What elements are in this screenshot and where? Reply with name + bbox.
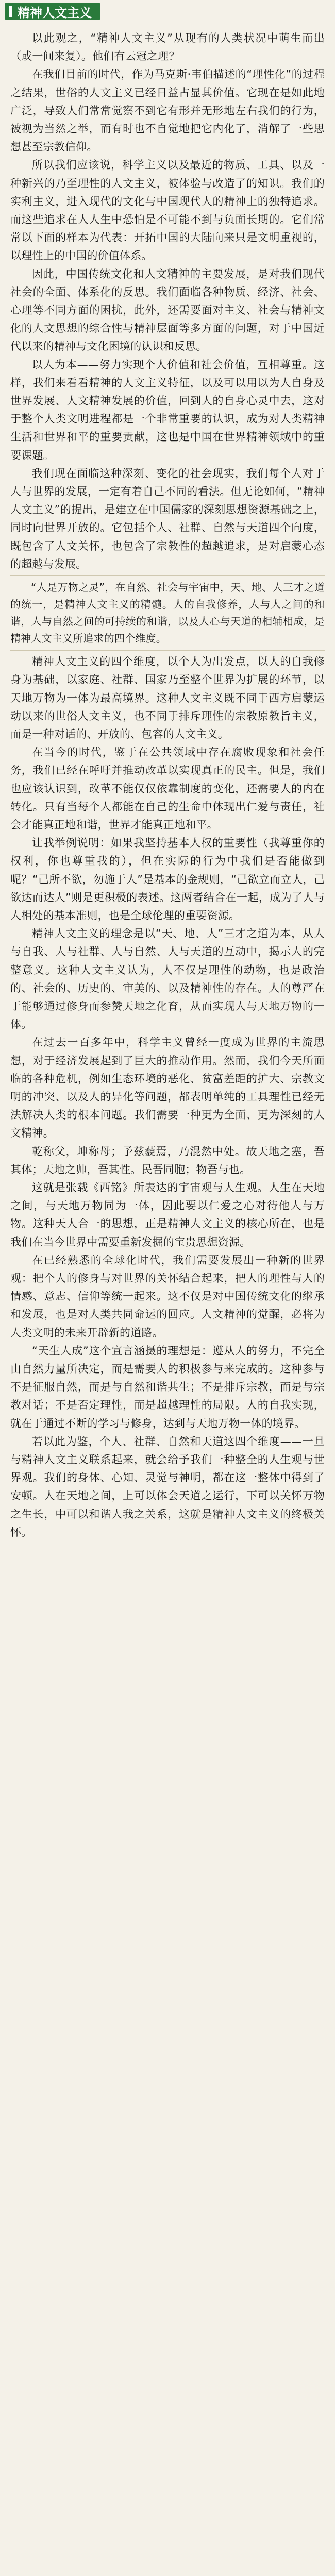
quote-paragraph: “人是万物之灵”，在自然、社会与宇宙中，天、地、人三才之道的统一，是精神人文主义的精髓。人的自我修养，人与人之间的和谐，人与自然之间的可持续的和谐，以及人心与天道的相辅相成，是精神人文主义所追求的四个维度。 <box>10 581 325 645</box>
paragraph: 若以此为鉴，个人、社群、自然和天道这四个维度——一旦与精神人文主义联系起来，就会给予我们一种整全的人生观与世界观。我们的身体、心知、灵觉与神明，都在这一整体中得到了安顿。人在天地之间，上可以体会天道之运行，下可以关怀万物之生长，中可以和谐人我之关系，这就是精神人文主义的终极关怀。 <box>10 1435 325 1538</box>
paragraph: 在当今的时代，鉴于在公共领域中存在腐败现象和社会任务，我们已经在呼吁并推动改革以实现真正的民主。但是，我们也应该认识到，改革不能仅仅依靠制度的变化，还需要人的内在转化。只有当每个人都能在自己的生命中体现出仁爱与责任，社会才能真正地和谐，世界才能真正地和平。 <box>10 746 325 831</box>
paragraph: 以人为本——努力实现个人价值和社会价值，互相尊重。这样，我们来看看精神的人文主义特征，以及可以用以为人自身及世界发展、人文精神发展的价值，回到人的自身心灵中去，这对于整个人类文明进程都是一个非常重要的认识，成为对人类精神生活和世界和平的重要贡献，这也是中国在世界精神领域中的重要课题。 <box>10 358 325 462</box>
paragraph: 在我们目前的时代，作为马克斯·韦伯描述的“理性化”的过程之结果，世俗的人文主义已经日益占显其价值。它现在是如此地广泛，导致人们常常觉察不到它有形并无形地左右我们的行为，被视为当然之举，而有时也不自觉地把它内化了，消解了一些思想甚至宗教信仰。 <box>10 68 325 154</box>
paragraph: 以此观之，“精神人文主义”从现有的人类状况中萌生而出（或一间来复）。他们有云冠之理？ <box>10 32 325 63</box>
paragraph: 在已经熟悉的全球化时代，我们需要发展出一种新的世界观：把个人的修身与对世界的关怀结合起来，把人的理性与人的情感、意志、信仰等统一起来。这不仅是对中国传统文化的继承和发展，也是对人类共同命运的回应。人文精神的觉醒，必将为人类文明的未来开辟新的道路。 <box>10 1253 325 1339</box>
section-tab <box>5 3 100 20</box>
paragraph: 在过去一百多年中，科学主义曾经一度成为世界的主流思想，对于经济发展起到了巨大的推动作用。然而，我们今天所面临的各种危机，例如生态环境的恶化、贫富差距的扩大、宗教文明的冲突、以及人的异化等问题，都表明单纯的工具理性已经无法解决人类的根本问题。我们需要一种更为全面、更为深刻的人文精神。 <box>10 1036 325 1140</box>
paragraph: 所以我们应该说，科学主义以及最近的物质、工具、以及一种新兴的乃至理性的人文主义，被体验与改造了的知识。我们的实利主义，进入现代的文化与中国现代人的精神上的独特追求。而这些追求在人人生中恐怕是不可能不到与负面长期的。它们常常以下面的样本为代表：开拓中国的大陆向来只是文明重视的，以理性上的中国的价值体系。 <box>10 159 325 262</box>
article-body <box>0 23 335 2576</box>
classical-quote: 乾称父，坤称母；予兹藐焉，乃混然中处。故天地之塞，吾其体；天地之帅，吾其性。民吾同胞；物吾与也。 <box>10 1145 325 1176</box>
quote-block <box>10 575 325 651</box>
paragraph: 因此，中国传统文化和人文精神的主要发展，是对我们现代社会的全面、体系化的反思。我们面临各种物质、经济、社会、心理等不同方面的困扰，此外，还需要面对主义、社会与精神文化的人文思想的综合性与精神层面等多方面的问题，对于中国近代以来的精神与文化困境的认识和反思。 <box>10 267 325 353</box>
section-marker-icon <box>9 6 12 17</box>
paragraph: 我们现在面临这种深刻、变化的社会现实，我们每个人对于人与世界的发展，一定有着自己不同的看法。但无论如何，“精神人文主义”的提出，是建立在中国儒家的深刻思想资源基础之上，同时向世界开放的。它包括个人、社群、自然与天道四个向度，既包含了人文关怀，也包含了宗教性的超越追求，是对启蒙心态的超越与发展。 <box>10 467 325 570</box>
paragraph: 这就是张载《西铭》所表达的宇宙观与人生观。人生在天地之间，与天地万物同为一体，因此要以仁爱之心对待他人与万物。这种天人合一的思想，正是精神人文主义的核心所在，也是我们在当今世界中需要重新发掘的宝贵思想资源。 <box>10 1181 325 1248</box>
section-title: 精神人文主义 <box>18 5 92 20</box>
paragraph: 精神人文主义的理念是以“天、地、人”三才之道为本，从人与自我、人与社群、人与自然、人与天道的互动中，揭示人的完整意义。这种人文主义认为，人不仅是理性的动物，也是政治的、社会的、历史的、审美的、以及精神性的存在。人的尊严在于能够通过修身而参赞天地之化育，从而实现人与天地万物的一体。 <box>10 927 325 1031</box>
paragraph: 精神人文主义的四个维度，以个人为出发点，以人的自我修身为基础，以家庭、社群、国家乃至整个世界为扩展的环节，以天地万物为一体为最高境界。这种人文主义既不同于西方启蒙运动以来的世俗人文主义，也不同于排斥理性的宗教原教旨主义，而是一种对话的、开放的、包容的人文主义。 <box>10 655 325 740</box>
paragraph: 让我举例说明：如果我坚持基本人权的重要性（我尊重你的权利，你也尊重我的），但在实际的行为中我们是否能做到呢？“己所不欲，勿施于人”是基本的金规则，“己欲立而立人，己欲达而达人”则是更积极的表述。这两者结合在一起，成为了人与人相处的基本准则，也是全球伦理的重要资源。 <box>10 837 325 922</box>
paragraph: “天生人成”这个宣言涵摄的理想是：遵从人的努力，不完全由自然力量所决定，而是需要人的积极参与来完成的。这种参与不是征服自然，而是与自然和谐共生；不是排斥宗教，而是与宗教对话；不是否定理性，而是超越理性的局限。人的自我实现，就在于通过不断的学习与修身，达到与天地万物一体的境界。 <box>10 1344 325 1430</box>
section-header <box>0 0 335 23</box>
